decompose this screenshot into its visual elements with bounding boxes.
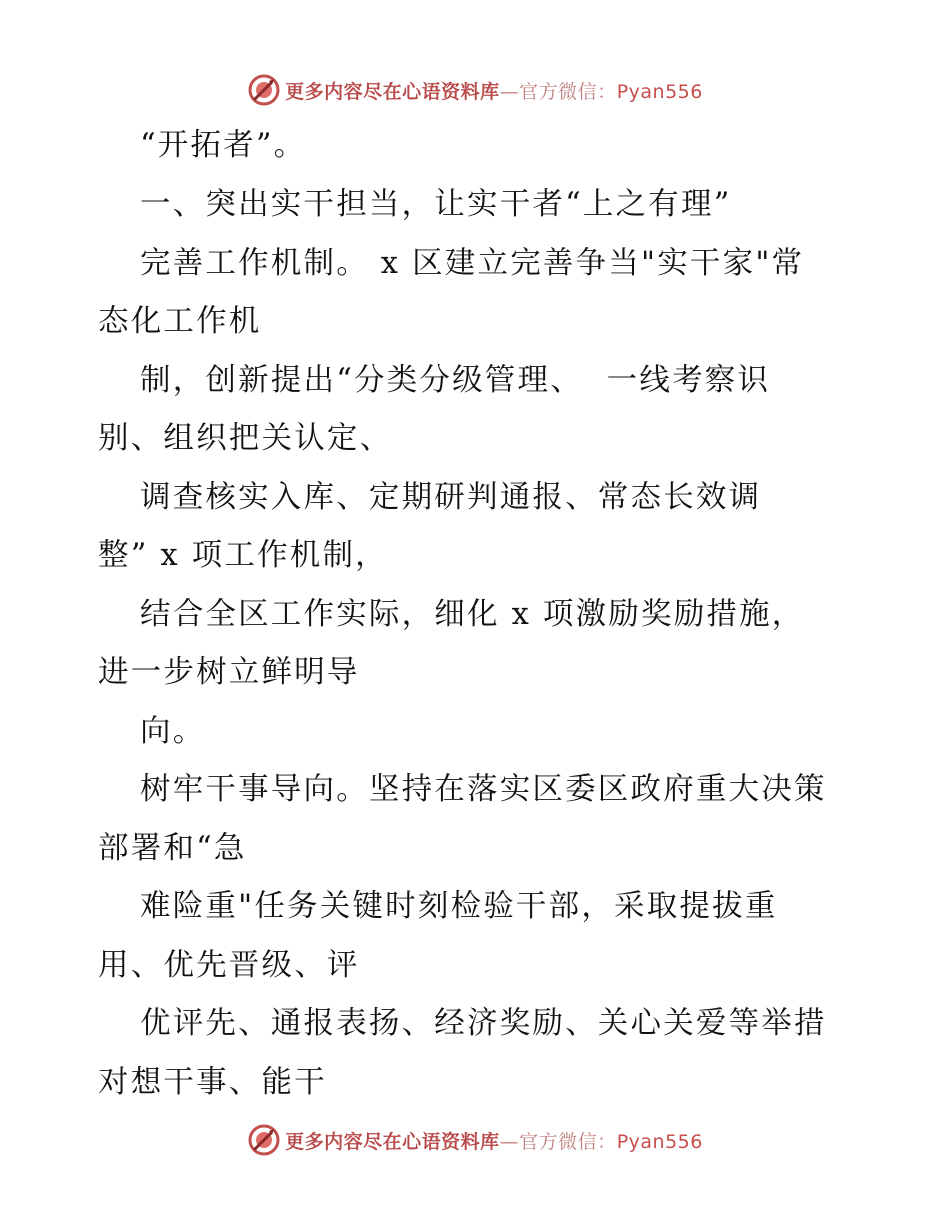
body-line: 树牢干事导向。坚持在落实区委区政府重大决策 [140, 772, 827, 807]
header-watermark-banner [0, 70, 950, 110]
watermark-text: 更多内容尽在心语资料库—官方微信：Pyan556 [285, 80, 703, 103]
body-line: 调查核实入库、定期研判通报、常态长效调 [140, 480, 762, 515]
body-line: 结合全区工作实际，细化 x 项激励奖励措施， [140, 597, 805, 632]
body-line: 整” x 项工作机制， [98, 538, 388, 573]
body-line: 完善工作机制。 x 区建立完善争当"实干家"常 [140, 246, 805, 281]
body-line: 用、优先晋级、评 [98, 948, 360, 983]
footer-watermark-banner [0, 1120, 950, 1160]
body-line: 优评先、通报表扬、经济奖励、关心关爱等举措 [140, 1006, 827, 1041]
body-line: 态化工作机 [98, 304, 262, 339]
body-line: 部署和“急 [98, 831, 247, 866]
body-line: 向。 [140, 714, 206, 749]
watermark-logo-icon [247, 1123, 281, 1157]
body-line: “开拓者”。 [140, 128, 307, 163]
watermark-logo-icon [247, 73, 281, 107]
body-line: 难险重"任务关键时刻检验干部，采取提拔重 [140, 889, 778, 924]
body-line: 制，创新提出“分类分级管理、 一线考察识 [140, 363, 771, 398]
section-heading: 一、突出实干担当，让实干者“上之有理” [140, 187, 732, 222]
watermark-text: 更多内容尽在心语资料库—官方微信：Pyan556 [285, 1130, 703, 1153]
body-line: 对想干事、能干 [98, 1065, 327, 1100]
body-line: 进一步树立鲜明导 [98, 655, 360, 690]
body-line: 别、组织把关认定、 [98, 421, 393, 456]
